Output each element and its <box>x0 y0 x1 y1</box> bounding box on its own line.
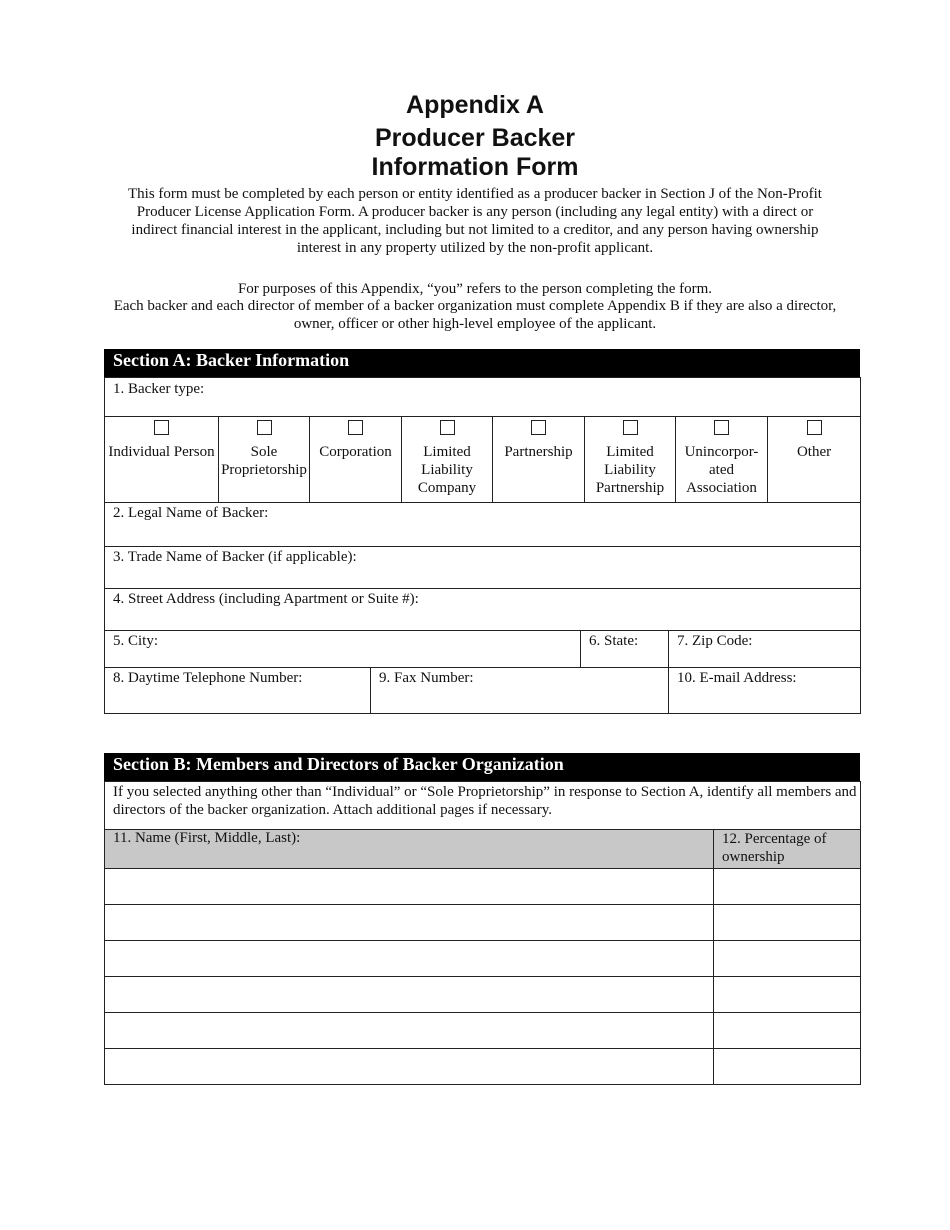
backer-type-llc <box>402 417 493 503</box>
backer-type-llp <box>585 417 676 503</box>
you-definition: For purposes of this Appendix, “you” refers to the person completing the form. <box>237 281 713 297</box>
backer-type-label-text: Corporation <box>319 444 392 460</box>
intro-paragraph: This form must be completed by each person or entity identified as a producer backer in Section J of the Non-Profit Producer License Application Form. A producer backer is any person (including any legal entity) with a direct or indirect financial interest in the applicant, including but not limited to a creditor, and any person having ownership interest in any property utilized by the non-profit applicant. <box>128 186 822 256</box>
state-field[interactable]: 6. State: <box>581 631 669 668</box>
checkbox[interactable] <box>531 420 546 435</box>
member-percentage-cell[interactable] <box>714 1013 861 1049</box>
member-name-cell[interactable] <box>105 977 714 1013</box>
member-name-cell[interactable] <box>105 905 714 941</box>
checkbox[interactable] <box>623 420 638 435</box>
section-b-instructions: If you selected anything other than “Individual” or “Sole Proprietorship” in response to Section A, identify all members and directors of the backer organization. Attach additional pages if necessary. <box>105 782 861 830</box>
member-percentage-cell[interactable] <box>714 977 861 1013</box>
street-address-field[interactable]: 4. Street Address (including Apartment or Suite #): <box>105 589 861 631</box>
member-name-cell[interactable] <box>105 941 714 977</box>
section-a-heading: Section A: Backer Information <box>104 349 860 378</box>
backer-type-label-text: Unincorpor-ated Association <box>684 444 759 496</box>
backer-type-corporation <box>310 417 402 503</box>
fax-number-field[interactable]: 9. Fax Number: <box>371 668 669 714</box>
email-address-field[interactable]: 10. E-mail Address: <box>669 668 861 714</box>
backer-type-label-text: Limited Liability Company <box>417 444 477 496</box>
checkbox[interactable] <box>807 420 822 435</box>
appendix-b-note: Each backer and each director of member of a backer organization must complete Appendix B if they are also a director, owner, officer or other high-level employee of the applicant. <box>113 298 837 332</box>
column-header-percentage: 12. Percentage of ownership <box>714 830 861 869</box>
title-appendix: Appendix A <box>406 91 544 119</box>
checkbox[interactable] <box>714 420 729 435</box>
backer-type-label-text: Partnership <box>504 444 573 460</box>
title-producer-backer: Producer Backer <box>374 124 576 152</box>
checkbox[interactable] <box>257 420 272 435</box>
column-header-name: 11. Name (First, Middle, Last): <box>105 830 714 869</box>
backer-type-individual <box>105 417 219 503</box>
backer-type-unincorporated <box>676 417 768 503</box>
backer-type-partnership <box>493 417 585 503</box>
checkbox[interactable] <box>440 420 455 435</box>
daytime-phone-field[interactable]: 8. Daytime Telephone Number: <box>105 668 371 714</box>
legal-name-field[interactable]: 2. Legal Name of Backer: <box>105 503 861 547</box>
member-percentage-cell[interactable] <box>714 1049 861 1085</box>
backer-type-label-text: Limited Liability Partnership <box>595 444 665 496</box>
backer-type-label: 1. Backer type: <box>105 378 861 417</box>
member-percentage-cell[interactable] <box>714 869 861 905</box>
backer-type-sole-proprietorship <box>219 417 310 503</box>
trade-name-field[interactable]: 3. Trade Name of Backer (if applicable): <box>105 547 861 589</box>
member-name-cell[interactable] <box>105 869 714 905</box>
title-information-form: Information Form <box>371 153 579 181</box>
zip-code-field[interactable]: 7. Zip Code: <box>669 631 861 668</box>
section-b-table <box>104 781 861 1085</box>
member-name-cell[interactable] <box>105 1013 714 1049</box>
city-field[interactable]: 5. City: <box>105 631 581 668</box>
member-percentage-cell[interactable] <box>714 905 861 941</box>
backer-type-other <box>768 417 861 503</box>
section-a-address-table <box>104 630 861 714</box>
backer-type-label-text: Individual Person <box>108 444 215 460</box>
section-a-table <box>104 377 861 631</box>
member-percentage-cell[interactable] <box>714 941 861 977</box>
backer-type-label-text: Other <box>796 444 832 460</box>
checkbox[interactable] <box>154 420 169 435</box>
section-b-heading: Section B: Members and Directors of Backer Organization <box>104 753 860 782</box>
backer-type-label-text: Sole Proprietorship <box>221 444 307 478</box>
checkbox[interactable] <box>348 420 363 435</box>
member-name-cell[interactable] <box>105 1049 714 1085</box>
